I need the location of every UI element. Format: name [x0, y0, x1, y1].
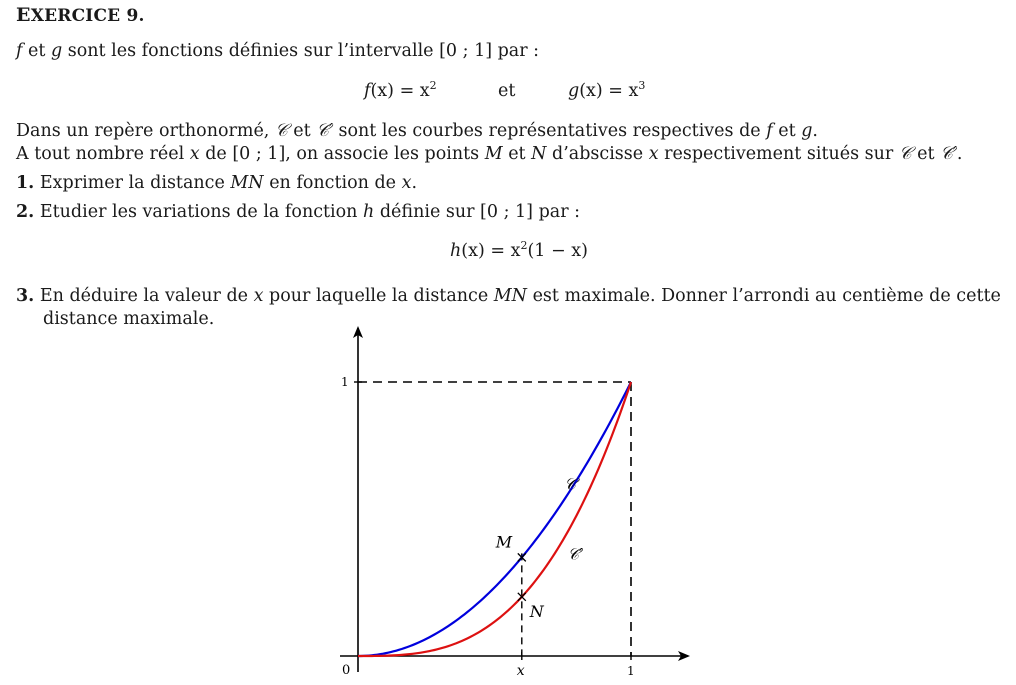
formula-g: $g(x) = x^3$ [568, 79, 646, 101]
intro-line: f et g sont les fonctions définies sur l’intervalle [0 ; 1] par : [16, 41, 540, 61]
origin-label: 0 [342, 663, 351, 678]
point-M-label: M [495, 532, 513, 552]
paragraph-points: A tout nombre réel x de [0 ; 1], on associe les points M et N d’abscisse x respectivement situés sur 𝒞 et 𝒞′. [16, 144, 963, 164]
formula-et: et [498, 81, 516, 101]
formula-h: $h(x) = x^2(1 - x)$ [450, 239, 588, 261]
curve-Cp-label: 𝒞′ [567, 544, 583, 564]
curve-C-label: 𝒞 [564, 474, 576, 494]
point-N-label: N [529, 601, 544, 621]
tick-label-y1: 1 [341, 375, 349, 389]
question-1: 1. Exprimer la distance MN en fonction de x. [16, 173, 418, 193]
curve-C [358, 382, 631, 656]
curve-Cp [358, 382, 631, 656]
exercise-title: EXERCICE 9. [16, 4, 145, 26]
question-2: 2. Etudier les variations de la fonction h définie sur [0 ; 1] par : [16, 202, 581, 222]
function-graph [320, 322, 700, 685]
question-3-line2: distance maximale. [43, 309, 215, 329]
paragraph-repere: Dans un repère orthonormé, 𝒞 et 𝒞′ sont les courbes représentatives respectives de f et g. [16, 121, 818, 141]
x-label: x [516, 663, 525, 679]
question-3: 3. En déduire la valeur de x pour laquelle la distance MN est maximale. Donner l’arrondi au centième de cette [16, 286, 1001, 306]
tick-label-x1: 1 [627, 664, 635, 678]
formula-f: $f(x) = x^2$ [364, 79, 437, 101]
